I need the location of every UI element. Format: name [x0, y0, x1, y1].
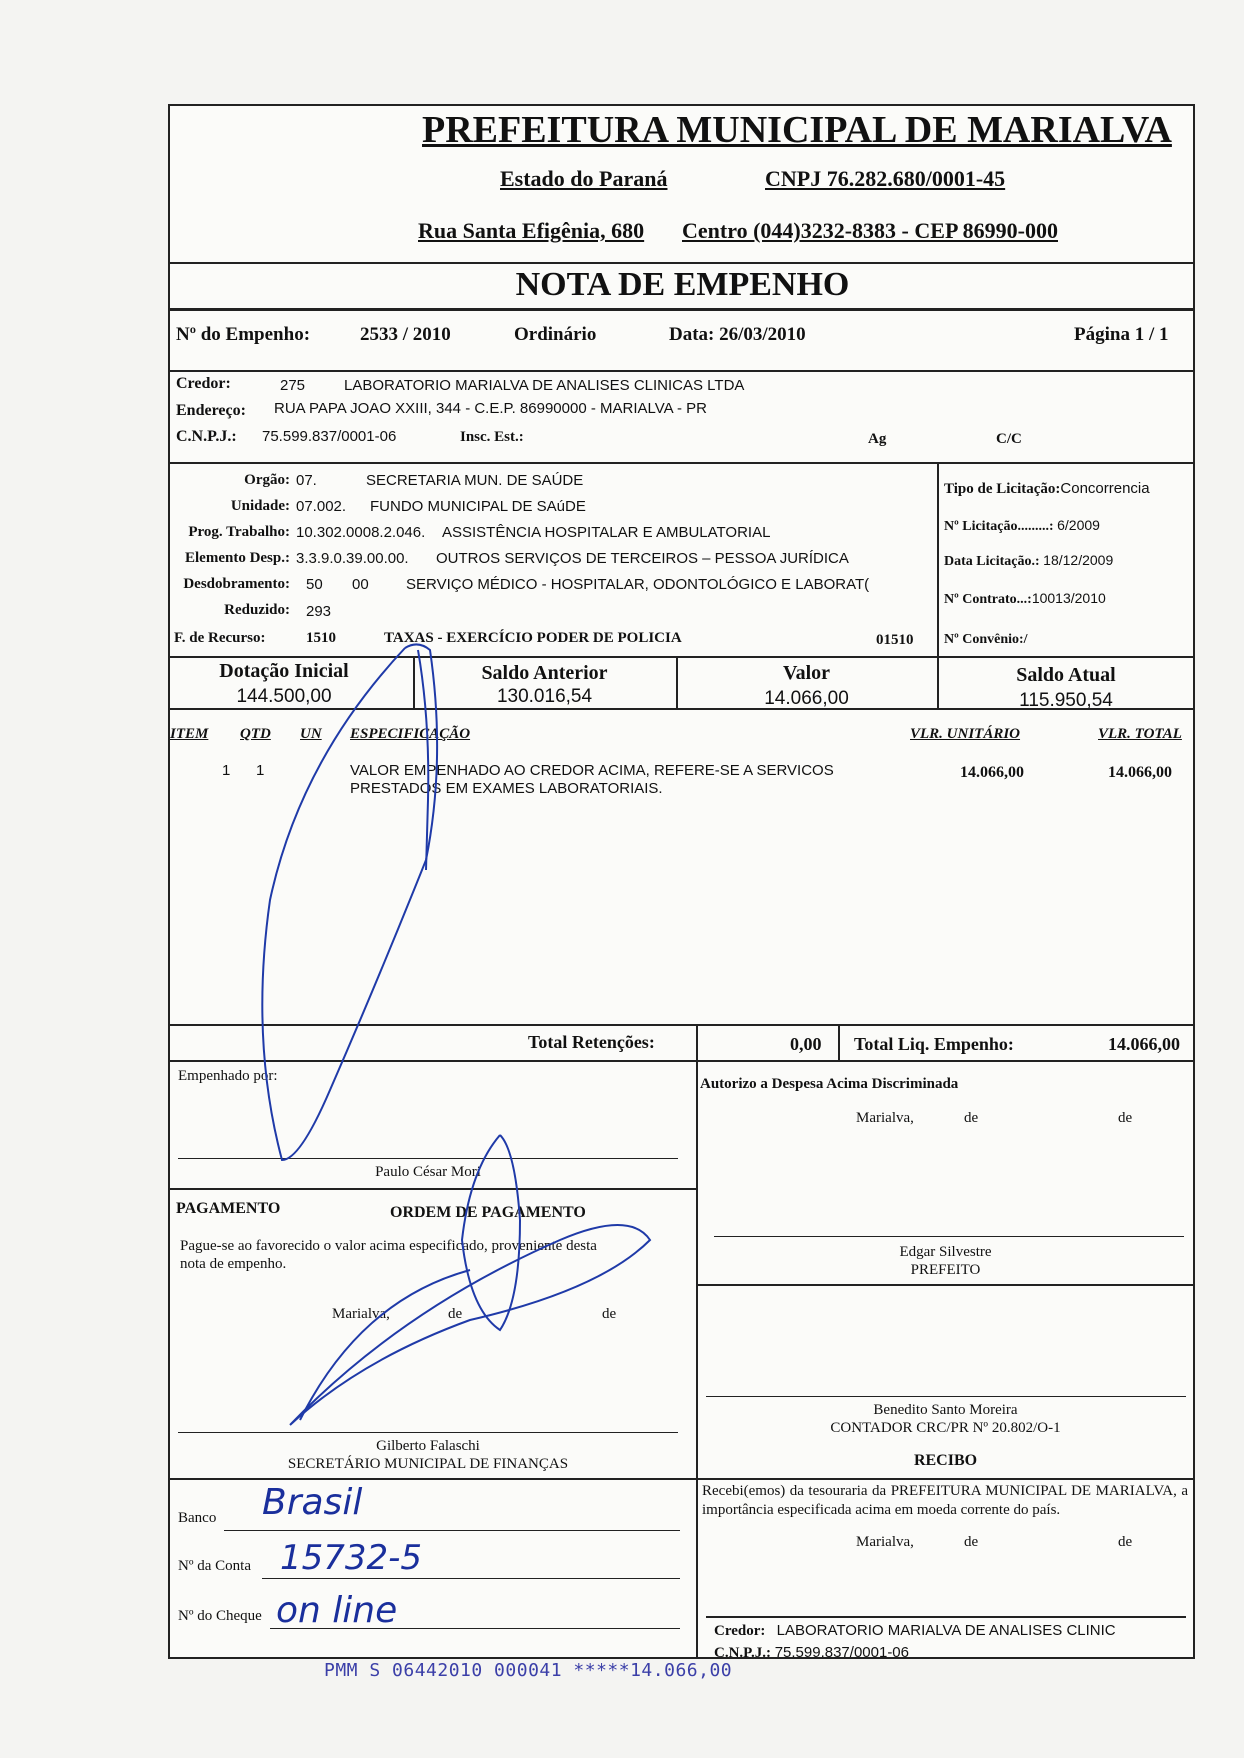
saldo-atual-label: Saldo Atual	[1016, 664, 1116, 686]
item-desc-line1: VALOR EMPENHADO AO CREDOR ACIMA, REFERE-SE A SERVICOS	[350, 762, 834, 779]
desdobramento-name: SERVIÇO MÉDICO - HOSPITALAR, ODONTOLÓGICO E LABORAT(	[406, 576, 870, 593]
document-title: NOTA DE EMPENHO	[515, 266, 850, 303]
credor-address: RUA PAPA JOAO XXIII, 344 - C.E.P. 86990000 - MARIALVA - PR	[274, 400, 707, 417]
valor-label: Valor	[782, 662, 831, 684]
empenho-number: 2533 / 2010	[360, 324, 451, 345]
unidade-label: Unidade:	[230, 498, 290, 514]
reduzido-label: Reduzido:	[224, 602, 290, 618]
desdobramento-a: 50	[306, 576, 323, 593]
prefeito-name: Edgar Silvestre	[899, 1244, 992, 1260]
address: Rua Santa Efigênia, 680	[418, 218, 645, 243]
numero-contrato-label: Nº Contrato...:	[944, 592, 1032, 607]
unidade-name: FUNDO MUNICIPAL DE SAúDE	[370, 498, 586, 515]
tipo-licitacao-label: Tipo de Licitação:	[944, 481, 1061, 497]
col-qtd: QTD	[240, 726, 271, 742]
col-vlr-unitario: VLR. UNITÁRIO	[910, 726, 1021, 742]
municipality-cnpj: CNPJ 76.282.680/0001-45	[765, 166, 1006, 191]
col-item: ITEM	[170, 726, 209, 742]
item-desc-line2: PRESTADOS EM EXAMES LABORATORIAIS.	[350, 780, 663, 797]
tipo-licitacao-value: Concorrencia	[1060, 480, 1150, 497]
saldo-atual-value: 115.950,54	[1019, 690, 1113, 711]
autorizo-de-1: de	[964, 1110, 979, 1126]
recibo-credor	[714, 1622, 1116, 1640]
prog-name: ASSISTÊNCIA HOSPITALAR E AMBULATORIAL	[442, 524, 771, 541]
recurso-name: TAXAS - EXERCÍCIO PODER DE POLICIA	[384, 630, 682, 646]
item-number: 1	[222, 762, 231, 779]
contador-name: Benedito Santo Moreira	[873, 1402, 1018, 1418]
empenho-type: Ordinário	[514, 324, 597, 345]
recibo-credor-name: LABORATORIO MARIALVA DE ANALISES CLINIC	[776, 1622, 1116, 1639]
state-label: Estado do Paraná	[500, 166, 668, 191]
numero-licitacao-label: Nº Licitação.........:	[944, 519, 1054, 534]
dotacao-value: 144.500,00	[236, 686, 332, 707]
ordem-pagamento-label: ORDEM DE PAGAMENTO	[390, 1204, 586, 1221]
valor-value: 14.066,00	[764, 688, 849, 709]
saldo-anterior-value: 130.016,54	[496, 686, 593, 707]
liquido-label: Total Liq. Empenho:	[854, 1034, 1014, 1054]
recibo-de-2: de	[1118, 1534, 1133, 1550]
recibo-text: Recebi(emos) da tesouraria da PREFEITURA MUNICIPAL DE MARIALVA, a importância especificada acima em moeda corrente do país.	[702, 1483, 1188, 1518]
recurso-code: 1510	[306, 630, 336, 646]
item-qtd: 1	[256, 762, 265, 779]
credor-cnpj: 75.599.837/0001-06	[262, 428, 397, 445]
desdobramento-b: 00	[352, 576, 369, 593]
item-vlr-total: 14.066,00	[1108, 764, 1172, 781]
recibo-label: RECIBO	[913, 1452, 978, 1469]
pagamento-label: PAGAMENTO	[176, 1200, 281, 1217]
reduzido-value: 293	[306, 603, 332, 620]
pagamento-de-1: de	[448, 1306, 463, 1322]
elemento-label: Elemento Desp.:	[185, 550, 290, 566]
cheque-handwritten: on line	[276, 1590, 398, 1631]
liquido-value: 14.066,00	[1108, 1034, 1180, 1054]
ag-label: Ag	[868, 431, 887, 447]
elemento-code: 3.3.9.0.39.00.00.	[296, 550, 409, 567]
conta-label: Nº da Conta	[178, 1558, 251, 1574]
autorizo-label: Autorizo a Despesa Acima Discriminada	[700, 1076, 959, 1092]
unidade-code: 07.002.	[296, 498, 347, 515]
prog-code: 10.302.0008.2.046.	[296, 524, 426, 541]
numero-licitacao	[944, 517, 1100, 535]
bank-stamp: PMM S 06442010 000041 *****14.066,00	[324, 1660, 733, 1681]
col-vlr-total: VLR. TOTAL	[1098, 726, 1182, 742]
pagamento-marialva: Marialva,	[332, 1306, 390, 1322]
recurso-label: F. de Recurso:	[174, 630, 266, 646]
recibo-de-1: de	[964, 1534, 979, 1550]
tipo-licitacao	[944, 480, 1150, 498]
numero-contrato	[944, 590, 1106, 608]
recibo-credor-label: Credor:	[714, 1623, 766, 1639]
empenho-label: Nº do Empenho:	[176, 324, 311, 345]
insc-est-label: Insc. Est.:	[460, 429, 524, 445]
financas-name: Gilberto Falaschi	[376, 1438, 480, 1454]
district-phone-cep: Centro (044)3232-8383 - CEP 86990-000	[682, 218, 1058, 243]
banco-handwritten: Brasil	[262, 1482, 363, 1523]
recibo-marialva: Marialva,	[856, 1534, 914, 1550]
dotacao-label: Dotação Inicial	[219, 660, 349, 682]
banco-label: Banco	[178, 1510, 217, 1526]
municipality-title: PREFEITURA MUNICIPAL DE MARIALVA	[422, 109, 1172, 151]
nota-empenho-form	[168, 104, 1195, 1659]
empenho-date: Data: 26/03/2010	[669, 324, 806, 345]
convenio-label: Nº Convênio:/	[944, 632, 1028, 647]
orgao-name: SECRETARIA MUN. DE SAÚDE	[366, 472, 584, 489]
elemento-name: OUTROS SERVIÇOS DE TERCEIROS – PESSOA JURÍDICA	[436, 550, 849, 567]
saldo-anterior-label: Saldo Anterior	[481, 662, 608, 684]
item-vlr-unitario: 14.066,00	[960, 764, 1024, 781]
page-number: Página 1 / 1	[1074, 324, 1169, 345]
recibo-cnpj-value: 75.599.837/0001-06	[774, 1644, 909, 1661]
pagamento-de-2: de	[602, 1306, 617, 1322]
financas-title: SECRETÁRIO MUNICIPAL DE FINANÇAS	[287, 1456, 569, 1472]
col-especificacao: ESPECIFICAÇÃO	[350, 726, 471, 742]
contador-title: CONTADOR CRC/PR Nº 20.802/O-1	[830, 1420, 1061, 1436]
pague-line-2: nota de empenho.	[180, 1256, 287, 1272]
col-un: UN	[300, 726, 322, 742]
retencoes-label: Total Retenções:	[528, 1032, 655, 1052]
cnpj-label: C.N.P.J.:	[176, 428, 237, 445]
data-licitacao-value: 18/12/2009	[1043, 552, 1114, 568]
credor-name: LABORATORIO MARIALVA DE ANALISES CLINICAS LTDA	[344, 377, 745, 394]
numero-contrato-value: 10013/2010	[1031, 590, 1106, 606]
data-licitacao-label: Data Licitação.:	[944, 554, 1040, 569]
credor-code: 275	[280, 377, 306, 394]
cc-label: C/C	[996, 431, 1022, 447]
cheque-label: Nº do Cheque	[178, 1608, 262, 1624]
credor-label: Credor:	[176, 375, 231, 392]
prefeito-title: PREFEITO	[910, 1262, 981, 1278]
signer-paulo: Paulo César Mori	[375, 1164, 481, 1180]
conta-handwritten: 15732-5	[280, 1538, 423, 1578]
retencoes-value: 0,00	[790, 1034, 822, 1054]
endereco-label: Endereço:	[176, 402, 246, 419]
desdobramento-label: Desdobramento:	[183, 576, 290, 592]
prog-label: Prog. Trabalho:	[188, 524, 290, 540]
recurso-code-2: 01510	[876, 632, 914, 648]
pague-line-1: Pague-se ao favorecido o valor acima especificado, proveniente desta	[180, 1238, 597, 1254]
orgao-code: 07.	[296, 472, 317, 489]
data-licitacao	[944, 552, 1113, 570]
empenhado-por-label: Empenhado por:	[178, 1068, 278, 1084]
numero-licitacao-value: 6/2009	[1057, 517, 1100, 533]
autorizo-de-2: de	[1118, 1110, 1133, 1126]
autorizo-marialva: Marialva,	[856, 1110, 914, 1126]
orgao-label: Orgão:	[244, 472, 290, 488]
recibo-cnpj	[714, 1644, 909, 1662]
recibo-cnpj-label: C.N.P.J.:	[714, 1645, 771, 1661]
